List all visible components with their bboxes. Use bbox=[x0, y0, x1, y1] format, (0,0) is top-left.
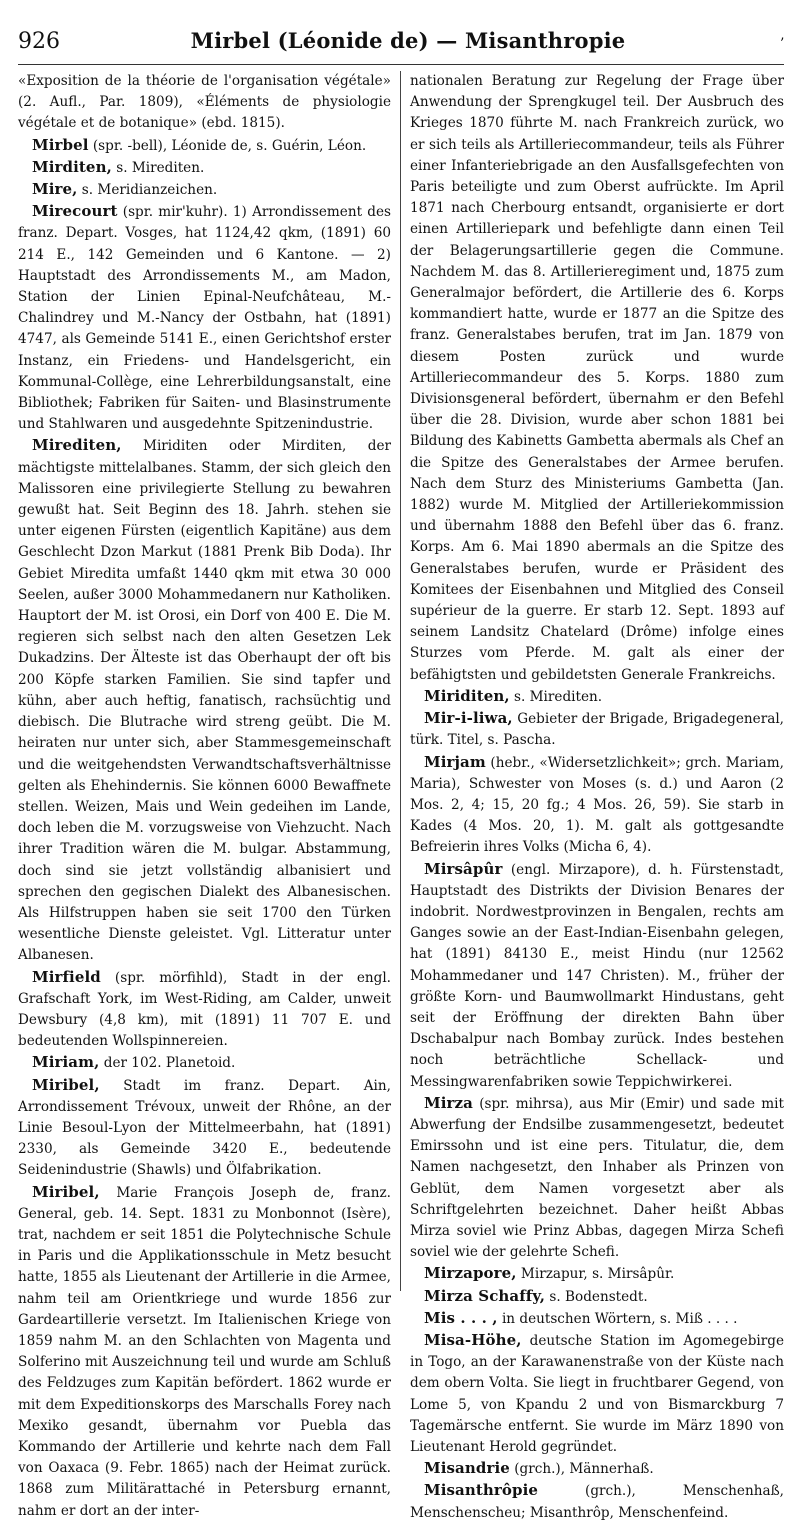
dictionary-entry bbox=[18, 135, 391, 157]
entry-text: Mirzapur, s. Mirsâpûr. bbox=[516, 1266, 675, 1283]
entry-headword: Mirediten, bbox=[32, 436, 122, 455]
dictionary-entry bbox=[18, 967, 391, 1053]
dictionary-entry bbox=[410, 1458, 784, 1480]
dictionary-entry bbox=[410, 708, 784, 751]
dictionary-entry bbox=[410, 1263, 784, 1285]
entry-headword: Miriam, bbox=[32, 1053, 100, 1072]
entry-headword: Mire, bbox=[32, 180, 78, 199]
entry-text: (spr. mörfihld), Stadt in der engl. Grafschaft York, im West-Riding, am Calder, unweit Dewsbury (4,8 km), mit (1891) 11 707 E. und bedeutenden Wollspinnereien. bbox=[18, 969, 391, 1050]
entry-text: Marie François Joseph de, franz. General, geb. 14. Sept. 1831 zu Monbonnot (Isère), trat, nachdem er seit 1851 die Polytechnische Schule in Paris und die Applikationsschule in Metz besucht hatte, 1855 als Lieutenant der Artillerie in die Armee, nahm teil am Orientkriege und wurde 1856 zur Gardeartillerie versetzt. Im Italienischen Kriege von 1859 nahm M. an den Schlachten von Magenta und Solferino mit Auszeichnung teil und wurde am Schluß des Feldzuges zum Kapitän befördert. 1862 wurde er mit dem Expeditionskorps des Marschalls Forey nach Mexiko gesandt, übernahm vor Puebla das Kommando der Artillerie und kehrte nach dem Fall von Oaxaca (9. Febr. 1865) nach der Heimat zurück. 1868 zum Militärattaché in Petersburg ernannt, nahm er dort an der inter- bbox=[18, 1184, 391, 1519]
entry-headword: Misa-Höhe, bbox=[424, 1330, 522, 1349]
dictionary-entry bbox=[410, 1093, 784, 1264]
entry-text: Miriditen oder Mirditen, der mächtigste mittelalbanes. Stamm, der sich gleich den Malissoren eine privilegierte Stellung zu bewahren gewußt hat. Seit Beginn des 18. Jahrh. stehen sie unter eigenen Fürsten (eigentlich Kapitäne) aus dem Geschlecht Dzon Markut (1881 Prenk Bib Doda). Ihr Gebiet Miredita umfaßt 1440 qkm mit etwa 30 000 Seelen, außer 3000 Mohammedanern nur Katholiken. Hauptort der M. ist Orosi, ein Dorf von 400 E. Die M. regieren sich selbst nach den alten Gesetzen Lek Dukadzins. Der Älteste ist das Oberhaupt der oft bis 200 Köpfe starken Familien. Sie sind tapfer und kühn, aber auch heftig, fanatisch, rachsüchtig und diebisch. Die Blutrache wird streng geübt. Die M. heiraten nur unter sich, aber Stammesgemeinschaft und die weitgehendsten Verwandtschaftsverhältnisse gelten als Ehehindernis. Sie können 6000 Bewaffnete stellen. Weizen, Mais und Wein gedeihen im Lande, doch leben die M. vorzugsweise von Viehzucht. Nach ihrer Tradition wären die M. bulgar. Abstammung, doch sind sie jetzt vollständig albanisiert und sprechen den gegischen Dialekt des Albanesischen. Als Hilfstruppen haben sie seit 1700 den Türken wesentliche Dienste geleistet. Vgl. Litteratur unter Albanesen. bbox=[18, 438, 391, 964]
entry-headword: Mirecourt bbox=[32, 202, 118, 221]
entry-text: s. Bodenstedt. bbox=[545, 1288, 648, 1305]
entry-text: (grch.), Menschenhaß, Menschenscheu; Misanthrôp, Menschenfeind. bbox=[410, 1483, 784, 1521]
running-title: Mirbel (Léonide de) — Misanthropie bbox=[190, 28, 626, 53]
entry-headword: Mirjam bbox=[424, 752, 486, 771]
entry-text: (grch.), Männerhaß. bbox=[509, 1461, 654, 1478]
entry-text: s. Mirediten. bbox=[509, 688, 603, 705]
dictionary-entry bbox=[18, 1075, 391, 1182]
dictionary-entry bbox=[410, 1330, 784, 1458]
entry-text: «Exposition de la théorie de l'organisation végétale» (2. Aufl., Par. 1809), «Éléments de physiologie végétale et de botanique» (ebd. 1815). bbox=[18, 73, 391, 132]
dictionary-entry bbox=[410, 71, 784, 686]
dictionary-entry bbox=[410, 859, 784, 1093]
dictionary-entry bbox=[18, 179, 391, 201]
entry-headword: Misanthrôpie bbox=[424, 1481, 539, 1500]
entry-headword: Misandrie bbox=[424, 1459, 510, 1478]
corner-mark: ʼ bbox=[779, 36, 784, 52]
entry-text: deutsche Station im Agomegebirge in Togo, an der Karawanenstraße von der Küste nach dem obern Volta. Sie liegt in fruchtbarer Gegend, von Lome 5, von Kpandu 2 und von Bismarckburg 7 Tagemärsche entfernt. Sie wurde im März 1890 von Lieutenant Herold gegründet. bbox=[410, 1332, 784, 1455]
entry-text: Stadt im franz. Depart. Ain, Arrondissement Trévoux, unweit der Rhône, an der Linie Besoul-Lyon der Mittelmeerbahn, hat (1891) 2330, als Gemeinde 3420 E., bedeutende Seidenindustrie (Shawls) und Ölfabrikation. bbox=[18, 1077, 391, 1179]
entry-headword: Mirza Schaffy, bbox=[424, 1286, 546, 1305]
dictionary-entry bbox=[410, 752, 784, 859]
entry-text: in deutschen Wörtern, s. Miß . . . . bbox=[497, 1310, 738, 1327]
entry-text: (spr. mir'kuhr). 1) Arrondissement des franz. Depart. Vosges, hat 1124,42 qkm, (1891) 60 214 E., 142 Gemeinden und 6 Kantone. — 2) Hauptstadt des Arrondissements M., am Madon, Station der Linien Epinal-Neufchâteau, M.-Chalindrey und M.-Nancy der Ostbahn, hat (1891) 4747, als Gemeinde 5141 E., einen Gerichtshof erster Instanz, ein Friedens- und Handelsgericht, ein Kommunal-Collège, eine Lehrerbildungsanstalt, eine Bibliothek; Fabriken für Saiten- und Blasinstrumente und Stahlwaren und ausgedehnte Spitzenindustrie. bbox=[18, 204, 391, 433]
entry-headword: Miribel, bbox=[32, 1182, 100, 1201]
entry-headword: Mirfield bbox=[32, 967, 101, 986]
page-number: 926 bbox=[18, 29, 60, 54]
entry-headword: Mirsâpûr bbox=[424, 859, 503, 878]
entry-headword: Mis . . . , bbox=[424, 1308, 498, 1327]
entry-headword: Mirza bbox=[424, 1093, 473, 1112]
entry-text: der 102. Planetoid. bbox=[99, 1055, 236, 1072]
page-header bbox=[18, 28, 784, 65]
dictionary-entry bbox=[410, 1480, 784, 1523]
dictionary-entry bbox=[18, 201, 391, 435]
dictionary-entry bbox=[18, 435, 391, 966]
dictionary-entry bbox=[410, 686, 784, 708]
dictionary-entry bbox=[18, 1182, 391, 1522]
dictionary-entry bbox=[410, 1308, 784, 1330]
dictionary-entry bbox=[410, 1286, 784, 1308]
entry-text: (spr. -bell), Léonide de, s. Guérin, Léon. bbox=[88, 137, 367, 154]
entry-text: (hebr., «Widersetzlichkeit»; grch. Mariam, Maria), Schwester von Moses (s. d.) und Aaron (2 Mos. 2, 4; 15, 20 fg.; 4 Mos. 26, 59). Sie starb in Kades (4 Mos. 20, 1). M. galt als gottgesandte Befreierin ihres Volks (Micha 6, 4). bbox=[410, 754, 784, 856]
entry-text: (engl. Mirzapore), d. h. Fürstenstadt, Hauptstadt des Distrikts der Division Benares der indobrit. Nordwestprovinzen in Bengalen, rechts am Ganges sowie an der East-Indian-Eisenbahn gelegen, hat (1891) 84130 E., meist Hindu (nur 12562 Mohammedaner und 147 Christen). M., früher der größte Korn- und Baumwollmarkt Hindustans, geht seit der Eröffnung der direkten Bahn über Dschabalpur nach Bombay zurück. Indes bestehen noch beträchtliche Schellack- und Messingwarenfabriken sowie Teppichwirkerei. bbox=[410, 861, 784, 1090]
entry-headword: Mirzapore, bbox=[424, 1264, 517, 1283]
entry-text: s. Mirediten. bbox=[111, 159, 205, 176]
left-column bbox=[18, 71, 401, 1519]
dictionary-entry bbox=[18, 1052, 391, 1074]
entry-text: (spr. mihrsa), aus Mir (Emir) und sade mit Abwerfung der Endsilbe zusammengesetzt, bedeutet Emirssohn und ist eine pers. Titulatur, die, dem Namen nachgesetzt, den Inhaber als Prinzen von Geblüt, dem Namen vorgesetzt aber als Schriftgelehrten bezeichnet. Daher heißt Abbas Mirza soviel wie Prinz Abbas, dagegen Mirza Schefi soviel wie der gelehrte Schefi. bbox=[410, 1095, 784, 1261]
entry-text: nationalen Beratung zur Regelung der Frage über Anwendung der Sprengkugel teil. Der Ausbruch des Krieges 1870 führte M. nach Frankreich zurück, wo er sich teils als Artilleriecommandeur, teils als Führer einer Infanteriebrigade an den Ausfallsgefechten von Paris beteiligte und zum Oberst aufrückte. Im April 1871 nach Cherbourg entsandt, organisierte er dort einen Artilleriepark und befehligte dann einen Teil der Belagerungsartillerie gegen die Commune. Nachdem M. das 8. Artillerieregiment und, 1875 zum Generalmajor befördert, die Artillerie des 6. Korps kommandiert hatte, wurde er 1877 an die Spitze des franz. Generalstabes berufen, trat im Jan. 1879 von diesem Posten zurück und wurde Artilleriecommandeur des 5. Korps. 1880 zum Divisionsgeneral befördert, übernahm er den Befehl über die 28. Division, wurde aber schon 1881 bei Bildung des Kabinetts Gambetta abermals als Chef an die Spitze des Generalstabes der Armee berufen. Nach dem Sturz des Ministeriums Gambetta (Jan. 1882) wurde M. Mitglied der Artilleriekommission und übernahm 1888 den Befehl über das 6. franz. Korps. Am 6. Mai 1890 abermals an die Spitze des Generalstabes berufen, wurde er Präsident des Komitees der Eisenbahnen und Mitglied des Conseil supérieur de la guerre. Er starb 12. Sept. 1893 auf seinem Landsitz Chatelard (Drôme) infolge eines Sturzes vom Pferde. M. galt als einer der befähigtsten und gebildetsten Generale Frankreichs. bbox=[410, 73, 784, 683]
entry-text: Gebieter der Brigade, Brigadegeneral, türk. Titel, s. Pascha. bbox=[410, 711, 784, 749]
entry-headword: Mir-i-liwa, bbox=[424, 709, 513, 728]
text-columns bbox=[18, 71, 784, 1521]
dictionary-entry bbox=[18, 157, 391, 179]
entry-text: s. Meridianzeichen. bbox=[77, 182, 218, 199]
entry-headword: Mirditen, bbox=[32, 157, 112, 176]
entry-headword: Miribel, bbox=[32, 1075, 100, 1094]
entry-headword: Mirbel bbox=[32, 135, 89, 154]
entry-headword: Miriditen, bbox=[424, 686, 510, 705]
right-column bbox=[401, 71, 784, 1521]
dictionary-entry bbox=[18, 71, 391, 135]
